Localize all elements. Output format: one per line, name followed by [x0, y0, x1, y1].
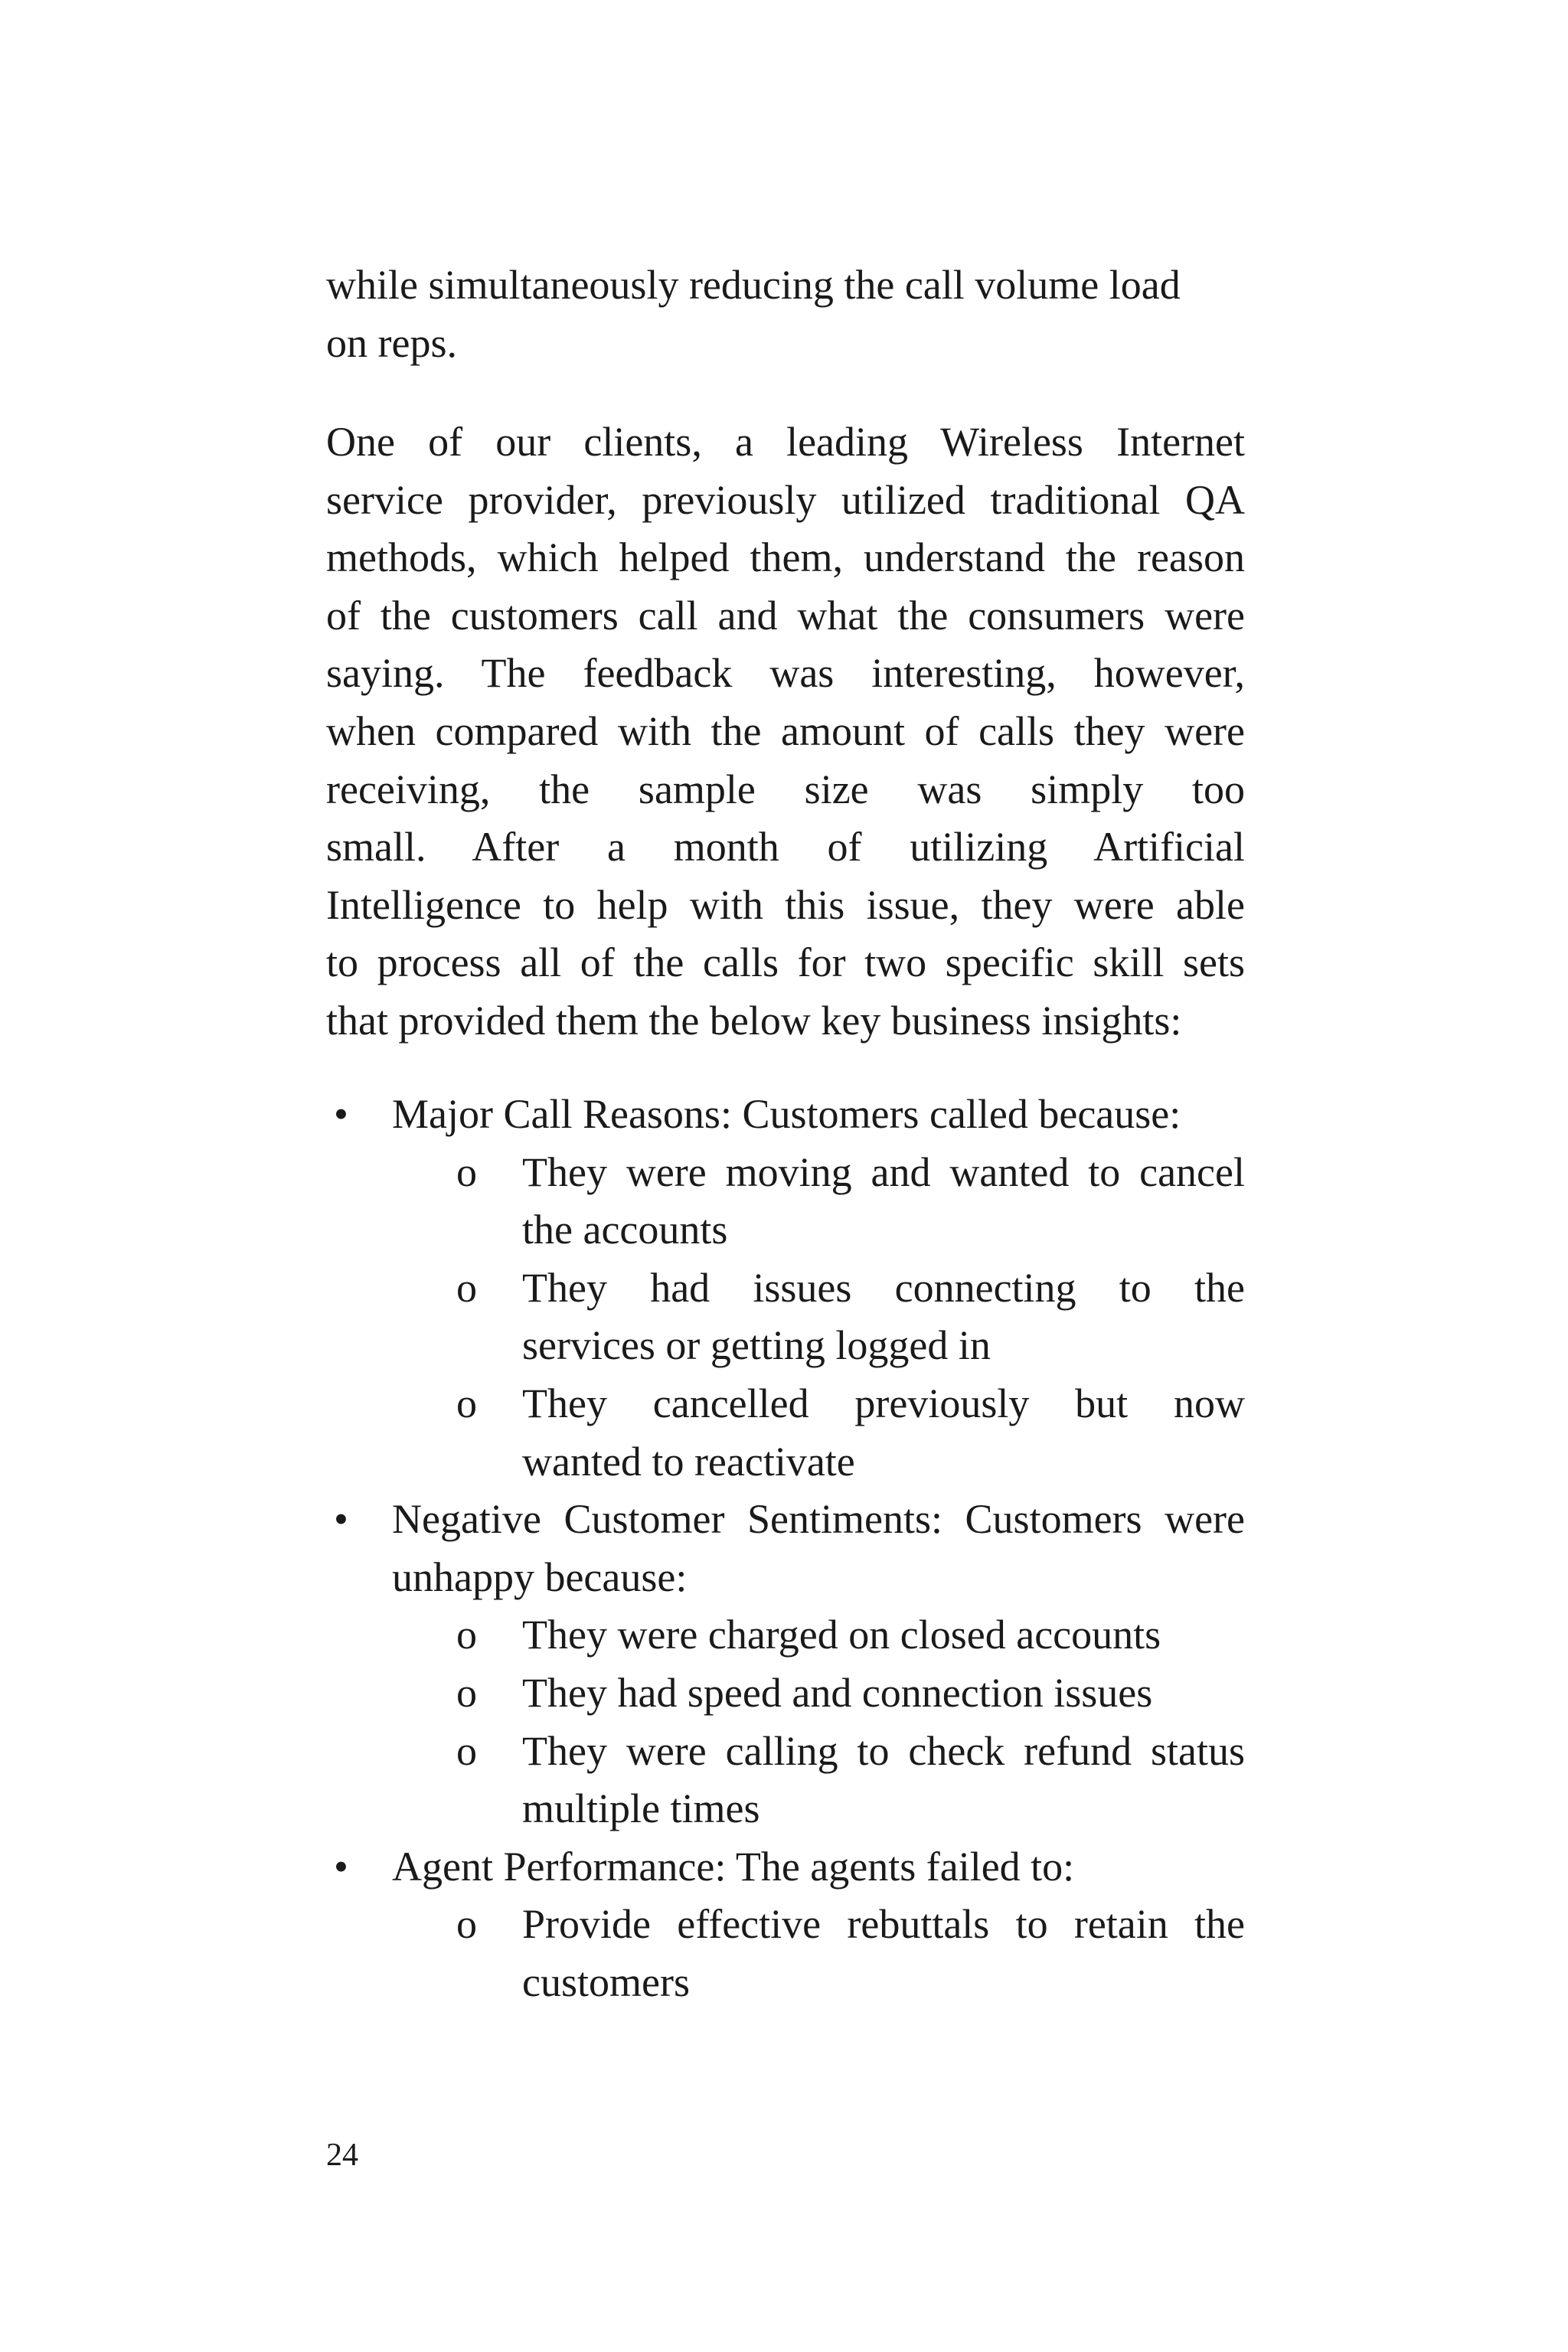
sub-item-text: Provide effective rebuttals to retain the	[522, 1901, 1245, 1948]
insights-list	[326, 1086, 1245, 2012]
sub-item-text: They had speed and connection issues	[522, 1669, 1153, 1716]
sub-item-text: They were moving and wanted to cancel	[522, 1148, 1245, 1195]
sub-list-item	[326, 1144, 1245, 1259]
sub-bullet-icon: o	[456, 1727, 477, 1774]
page-number: 24	[326, 2138, 358, 2173]
sub-item-text: customers	[522, 1958, 690, 2005]
paragraph-continuation	[326, 256, 1245, 372]
sub-list-item	[326, 1259, 1245, 1375]
sub-list-item	[326, 1896, 1245, 2011]
paragraph-line: service provider, previously utilized traditional QA	[326, 476, 1245, 523]
sub-list-item	[326, 1664, 1245, 1723]
paragraph-line: methods, which helped them, understand the reason	[326, 534, 1245, 581]
paragraph-line: Intelligence to help with this issue, they were able	[326, 881, 1245, 928]
paragraph-line: of the customers call and what the consumers were	[326, 592, 1245, 639]
sub-bullet-icon: o	[456, 1669, 477, 1716]
bullet-icon: •	[334, 1091, 348, 1137]
sub-bullet-icon: o	[456, 1612, 477, 1658]
paragraph-line: that provided them the below key business insights:	[326, 997, 1182, 1044]
sub-item-text: services or getting logged in	[522, 1322, 991, 1369]
bullet-icon: •	[334, 1496, 348, 1543]
sub-item-text: They cancelled previously but now	[522, 1380, 1245, 1426]
paragraph-line: small. After a month of utilizing Artificial	[326, 824, 1245, 871]
sub-list-item	[326, 1606, 1245, 1664]
list-item	[326, 1086, 1245, 1144]
list-item-text: Agent Performance: The agents failed to:	[392, 1843, 1075, 1890]
list-item-text: Major Call Reasons: Customers called because:	[392, 1091, 1181, 1137]
paragraph-line: when compared with the amount of calls they were	[326, 707, 1245, 754]
paragraph-line: while simultaneously reducing the call volume load	[326, 262, 1181, 308]
list-item	[326, 1491, 1245, 1606]
sub-bullet-icon: o	[456, 1901, 477, 1948]
sub-bullet-icon: o	[456, 1380, 477, 1426]
sub-list-item	[326, 1375, 1245, 1491]
paragraph-line: to process all of the calls for two specific skill sets	[326, 939, 1245, 986]
sub-item-text: They had issues connecting to the	[522, 1264, 1245, 1311]
list-item-text: Negative Customer Sentiments: Customers were	[392, 1496, 1245, 1543]
paragraph-line: on reps.	[326, 319, 457, 366]
sub-item-text: the accounts	[522, 1207, 728, 1253]
list-item	[326, 1838, 1245, 1896]
sub-bullet-icon: o	[456, 1264, 477, 1311]
paragraph-line: One of our clients, a leading Wireless Internet	[326, 419, 1245, 465]
sub-item-text: wanted to reactivate	[522, 1438, 855, 1485]
list-item-text: unhappy because:	[392, 1553, 688, 1600]
sub-bullet-icon: o	[456, 1148, 477, 1195]
sub-item-text: They were charged on closed accounts	[522, 1612, 1161, 1658]
paragraph-line: saying. The feedback was interesting, however,	[326, 650, 1245, 697]
sub-list-item	[326, 1723, 1245, 1838]
paragraph-line: receiving, the sample size was simply too	[326, 766, 1245, 812]
sub-item-text: multiple times	[522, 1785, 760, 1832]
paragraph-client-case	[326, 413, 1245, 1050]
sub-item-text: They were calling to check refund status	[522, 1727, 1245, 1774]
bullet-icon: •	[334, 1843, 348, 1890]
